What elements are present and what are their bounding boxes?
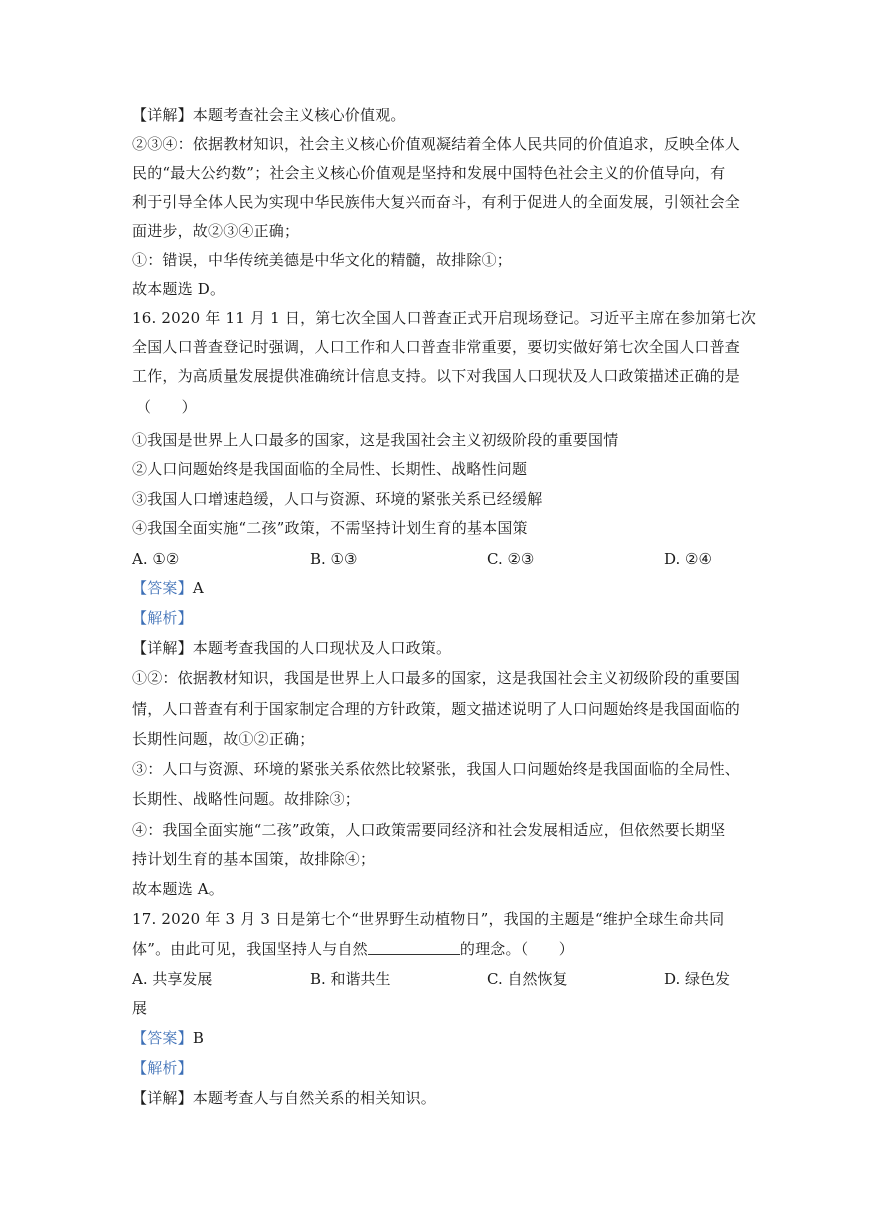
explanation-line: 利于引导全体人民为实现中华民族伟大复兴而奋斗，有利于促进人的全面发展，引领社会全 — [132, 193, 741, 211]
option-a: A. 共享发展 — [132, 970, 213, 988]
question-17-stem: 17. 2020 年 3 月 3 日是第七个“世界野生动植物日”，我国的主题是“维护全球生命共同 — [132, 910, 725, 928]
option-c: C. ②③ — [487, 550, 535, 568]
option-d: D. 绿色发 — [664, 970, 731, 988]
question-16-stem: 16. 2020 年 11 月 1 日，第七次全国人口普查正式开启现场登记。习近平主席在参加第七次 — [132, 309, 757, 327]
explanation-line: 情，人口普查有利于国家制定合理的方针政策，题文描述说明了人口问题始终是我国面临的 — [132, 700, 741, 718]
question-16-stem: 全国人口普查登记时强调，人口工作和人口普查非常重要，要切实做好第七次全国人口普查 — [132, 338, 741, 356]
explanation-line: 长期性、战略性问题。故排除③； — [132, 790, 361, 808]
detail-line: 【详解】本题考查我国的人口现状及人口政策。 — [132, 639, 452, 657]
answer-tag: 【答案】 — [132, 579, 193, 597]
question-17-stem — [132, 939, 574, 959]
answer-bracket: （ ） — [136, 398, 197, 416]
option-b: B. ①③ — [310, 550, 358, 568]
option-c: C. 自然恢复 — [487, 970, 568, 988]
statement-1: ①我国是世界上人口最多的国家，这是我国社会主义初级阶段的重要国情 — [132, 431, 619, 449]
statement-4: ④我国全面实施“二孩”政策，不需坚持计划生育的基本国策 — [132, 519, 528, 537]
detail-line: 【详解】本题考查人与自然关系的相关知识。 — [132, 1089, 437, 1107]
answer-tag: 【答案】 — [132, 1029, 193, 1047]
fill-blank — [368, 940, 460, 955]
analysis-tag: 【解析】 — [132, 609, 193, 627]
option-a: A. ①② — [132, 550, 180, 568]
explanation-line: ③：人口与资源、环境的紧张关系依然比较紧张，我国人口问题始终是我国面临的全局性、 — [132, 760, 741, 778]
explanation-line: 民的“最大公约数”；社会主义核心价值观是坚持和发展中国特色社会主义的价值导向，有 — [132, 164, 726, 182]
stem-part: 体”。由此可见，我国坚持人与自然 — [132, 940, 368, 958]
question-16-stem: 工作，为高质量发展提供准确统计信息支持。以下对我国人口现状及人口政策描述正确的是 — [132, 367, 741, 385]
conclusion-line: 故本题选 D。 — [132, 280, 226, 298]
analysis-tag: 【解析】 — [132, 1059, 193, 1077]
answer-line — [132, 578, 204, 598]
explanation-line: ①：错误，中华传统美德是中华文化的精髓，故排除①； — [132, 251, 513, 269]
option-b: B. 和谐共生 — [310, 970, 391, 988]
explanation-line: 面进步，故②③④正确； — [132, 222, 300, 240]
answer-line — [132, 1028, 204, 1048]
option-d: D. ②④ — [664, 550, 712, 568]
conclusion-line: 故本题选 A。 — [132, 880, 225, 898]
explanation-line: ②③④：依据教材知识，社会主义核心价值观凝结着全体人民共同的价值追求，反映全体人 — [132, 135, 741, 153]
explanation-line: ①②：依据教材知识，我国是世界上人口最多的国家，这是我国社会主义初级阶段的重要国 — [132, 669, 741, 687]
explanation-line: 长期性问题，故①②正确； — [132, 730, 315, 748]
stem-part: 的理念。（ ） — [459, 940, 574, 958]
statement-2: ②人口问题始终是我国面临的全局性、长期性、战略性问题 — [132, 460, 528, 478]
answer-value: B — [192, 1029, 205, 1047]
detail-line: 【详解】本题考查社会主义核心价值观。 — [132, 106, 406, 124]
explanation-line: ④：我国全面实施“二孩”政策，人口政策需要同经济和社会发展相适应，但依然要长期坚 — [132, 821, 726, 839]
explanation-line: 持计划生育的基本国策，故排除④； — [132, 850, 376, 868]
answer-value: A — [192, 579, 204, 597]
option-d-wrap: 展 — [132, 999, 148, 1017]
statement-3: ③我国人口增速趋缓，人口与资源、环境的紧张关系已经缓解 — [132, 490, 543, 508]
